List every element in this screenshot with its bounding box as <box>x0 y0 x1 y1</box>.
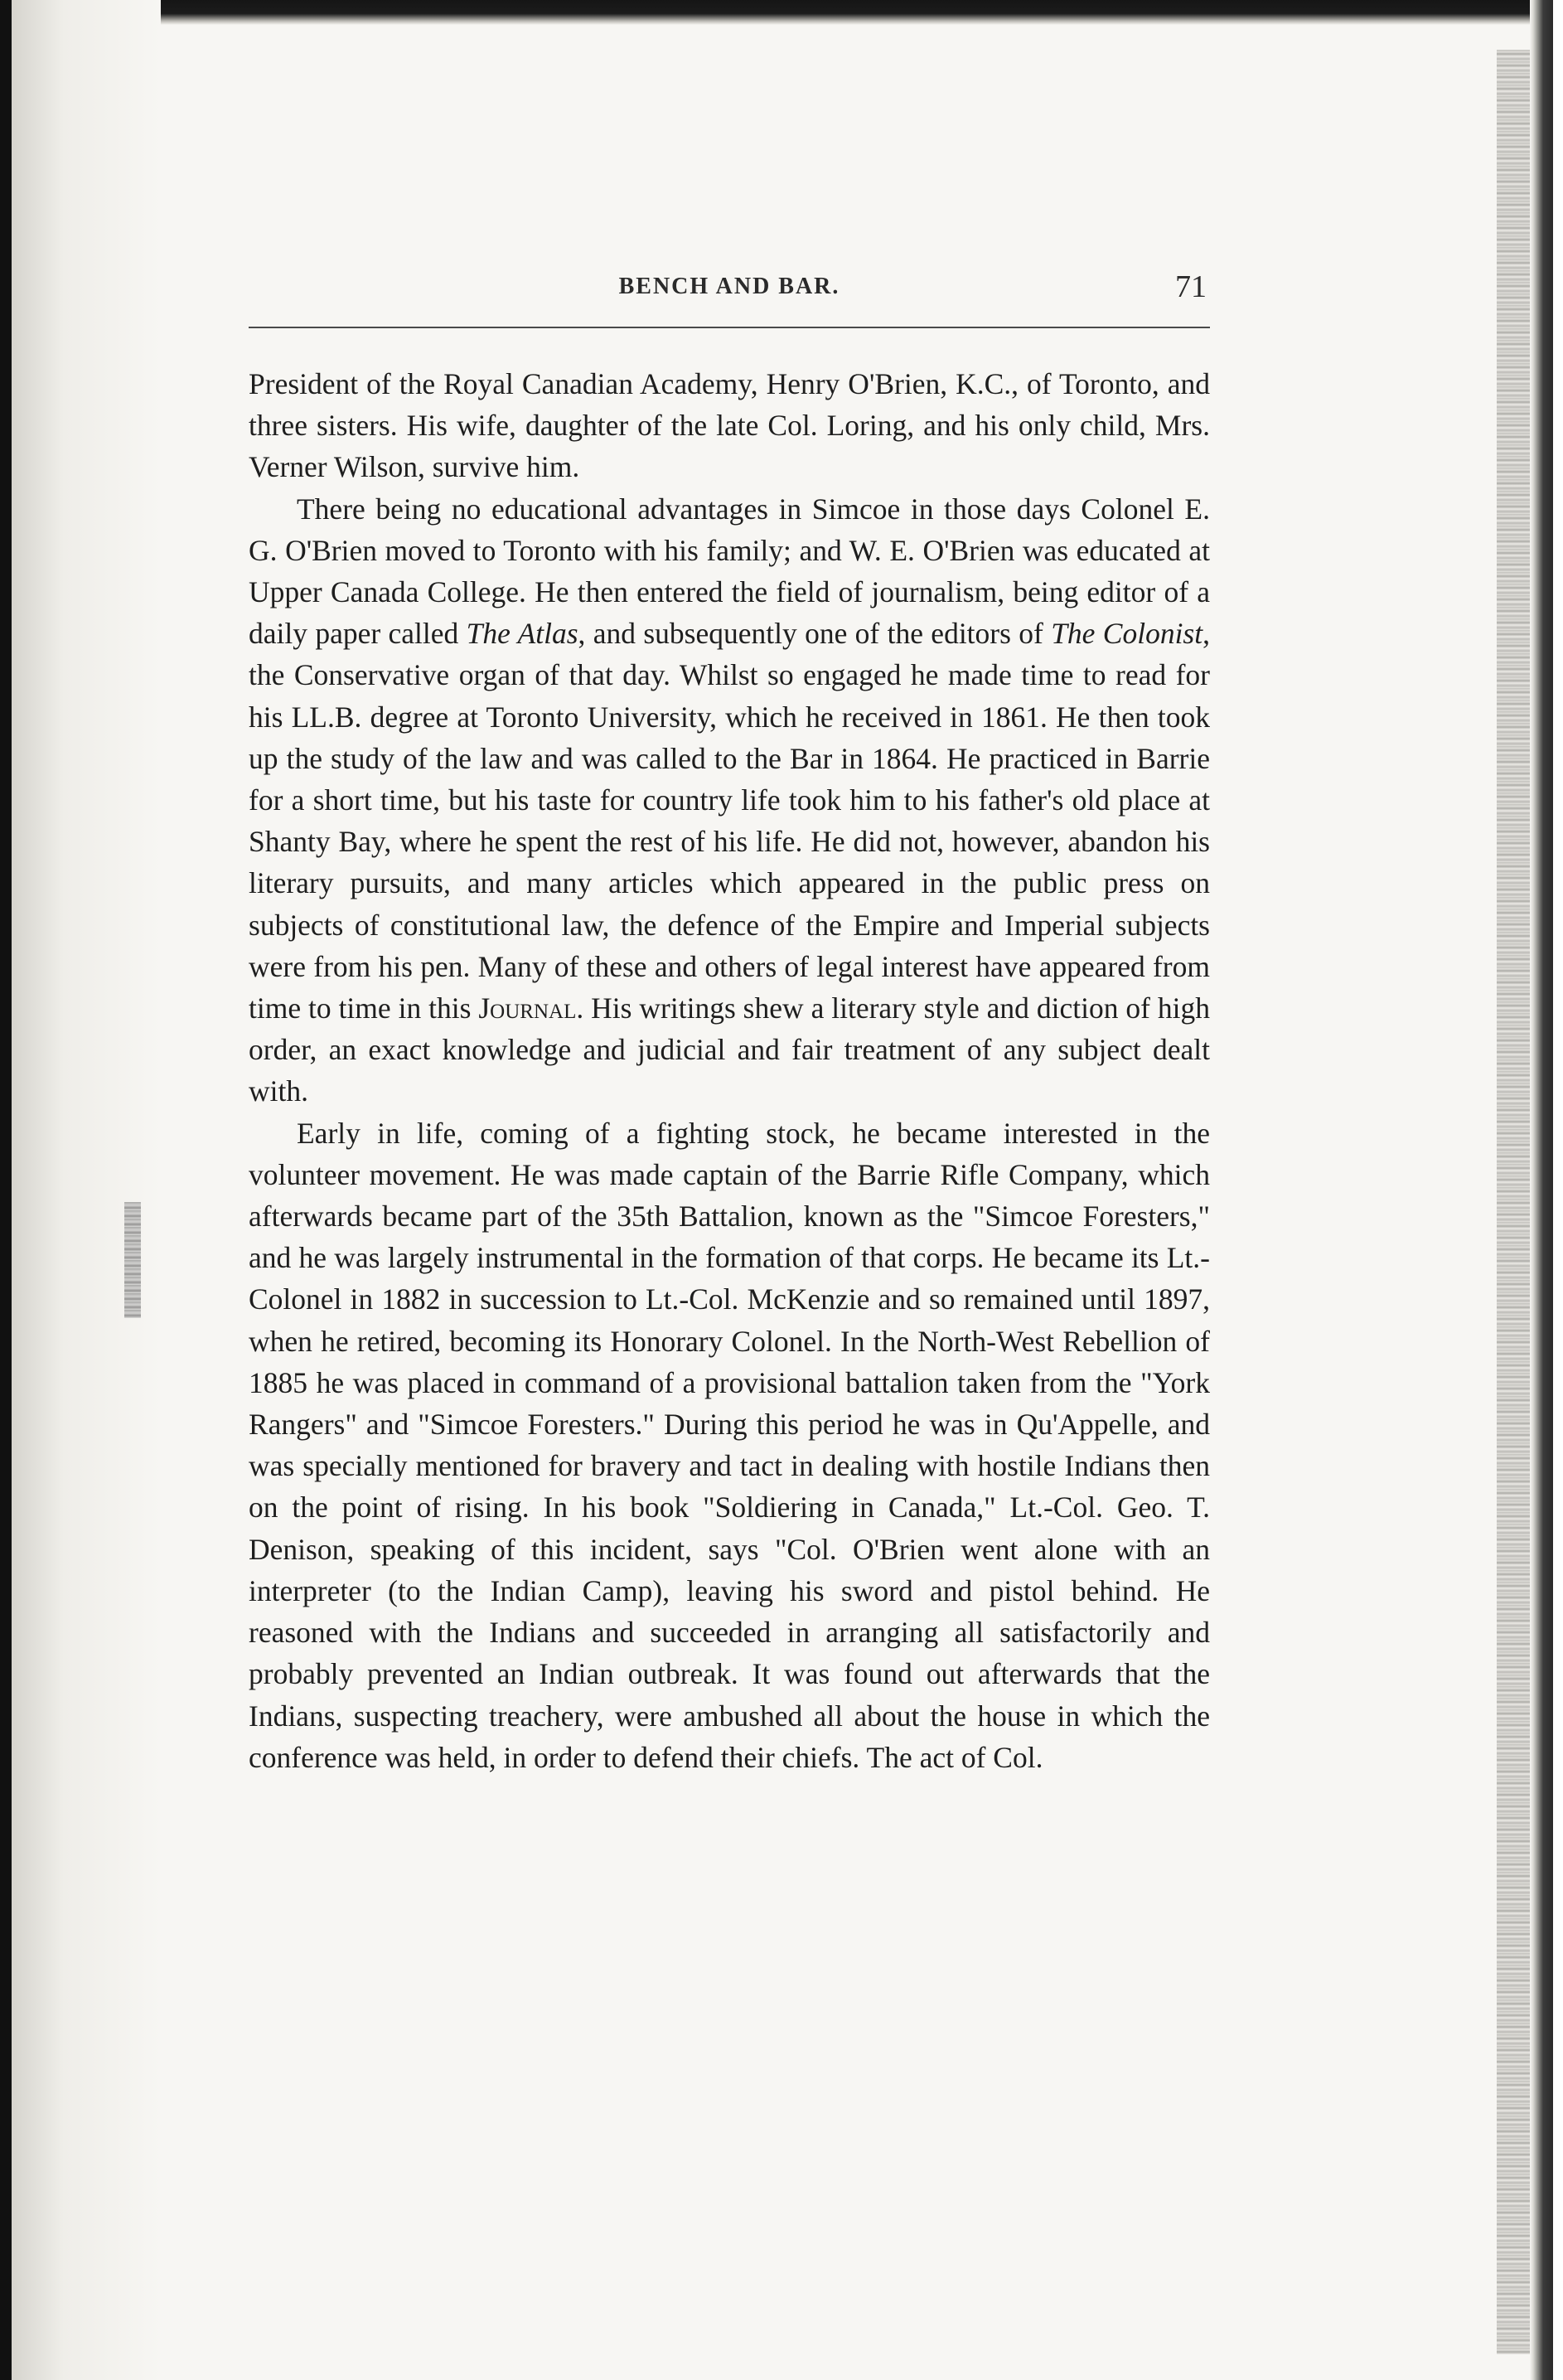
page-gutter-shadow <box>12 0 161 2380</box>
journal-name: Journal <box>478 991 577 1025</box>
scan-border-left <box>0 0 12 2380</box>
title-the-atlas: The Atlas <box>466 617 578 651</box>
paragraph-2-part-b: , and subsequently one of the editors of <box>578 617 1052 651</box>
paragraph-1: President of the Royal Canadian Academy, Henry O'Brien, K.C., of Toronto, and three sisters. His wife, daughter of the late Col. Loring, and his only child, Mrs. Verner Wilson, survive him. <box>249 367 1210 484</box>
paragraph-2-part-a: There being no educational advantages in Simcoe in those days Colonel E. G. O'Brien moved to Toronto with his family; and W. E. O'Brien was educated at Upper Canada College. He then entered the field of journalism, being editor of a daily paper called <box>249 492 1210 651</box>
header-rule <box>249 327 1210 328</box>
paragraph-2-part-d: . His writings shew a literary style and diction of high order, an exact knowledge and judicial and fair treatment of any subject dealt with. <box>249 991 1210 1108</box>
title-the-colonist: The Colonist <box>1051 617 1203 651</box>
body-text <box>249 363 1210 1778</box>
paragraph-2 <box>249 488 1210 1112</box>
running-head <box>249 269 1210 323</box>
running-title: BENCH AND BAR. <box>618 274 840 299</box>
page-number: 71 <box>1175 269 1207 304</box>
page-fold-mark <box>124 1202 141 1318</box>
page-edge-texture <box>1497 50 1530 2354</box>
page-content <box>249 269 1210 1778</box>
paragraph-2-part-c: , the Conservative organ of that day. Whilst so engaged he made time to read for his LL.B. degree at Toronto University, which he received in 1861. He then took up the study of the law and was called to the Bar in 1864. He practiced in Barrie for a short time, but his taste for country life took him to his father's old place at Shanty Bay, where he spent the rest of his life. He did not, however, abandon his literary pursuits, and many articles which appeared in the public press on subjects of constitutional law, the defence of the Empire and Imperial subjects were from his pen. Many of these and others of legal interest have appeared from time to time in this <box>249 617 1210 1025</box>
scan-border-top <box>0 0 1563 25</box>
scan-border-right <box>1530 0 1563 2380</box>
paragraph-3: Early in life, coming of a fighting stock, he became interested in the volunteer movement. He was made captain of the Barrie Rifle Company, which afterwards became part of the 35th Battalion, known as the "Simcoe Foresters," and he was largely instrumental in the formation of that corps. He became its Lt.-Colonel in 1882 in succession to Lt.-Col. McKenzie and so remained until 1897, when he retired, becoming its Honorary Colonel. In the North-West Rebellion of 1885 he was placed in command of a provisional battalion taken from the "York Rangers" and "Simcoe Foresters." During this period he was in Qu'Appelle, and was specially mentioned for bravery and tact in dealing with hostile Indians then on the point of rising. In his book "Soldiering in Canada," Lt.-Col. Geo. T. Denison, speaking of this incident, says "Col. O'Brien went alone with an interpreter (to the Indian Camp), leaving his sword and pistol behind. He reasoned with the Indians and succeeded in arranging all satisfactorily and probably prevented an Indian outbreak. It was found out afterwards that the Indians, suspecting treachery, were ambushed all about the house in which the conference was held, in order to defend their chiefs. The act of Col. <box>249 1116 1210 1774</box>
